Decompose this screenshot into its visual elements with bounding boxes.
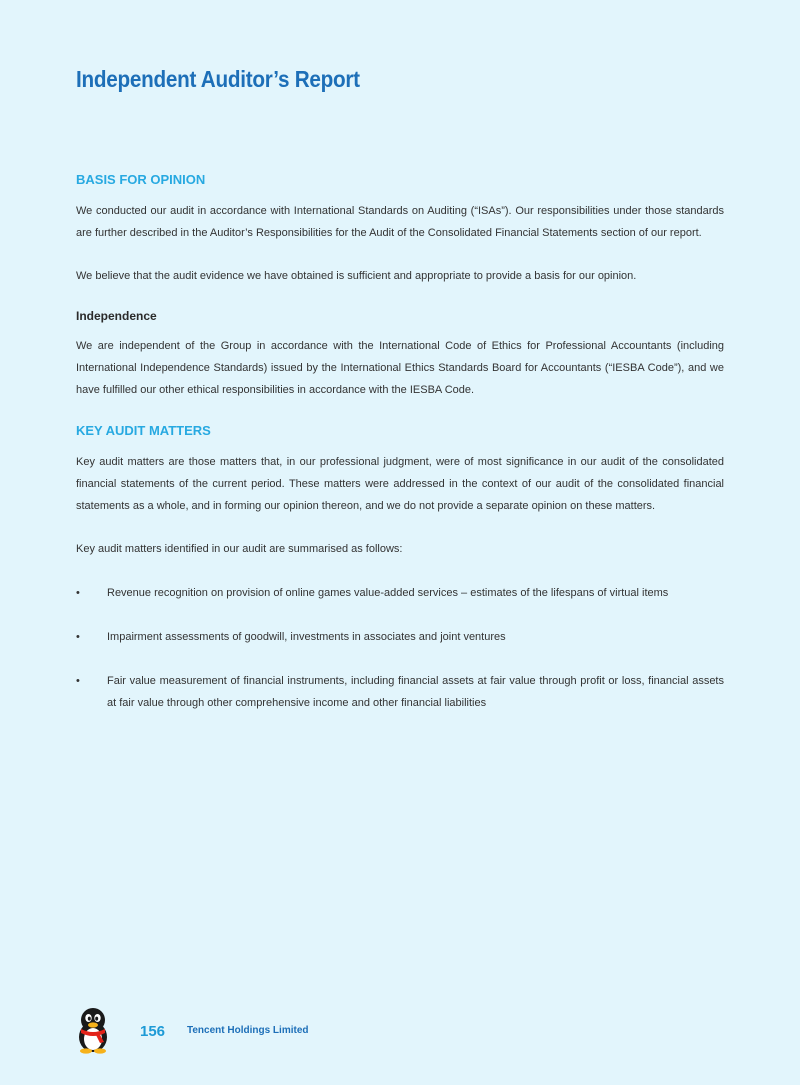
kam-paragraph-2: Key audit matters identified in our audit are summarised as follows: bbox=[76, 543, 403, 555]
list-item bbox=[76, 582, 724, 604]
basis-paragraph-2: We believe that the audit evidence we have obtained is sufficient and appropriate to provide a basis for our opinion. bbox=[76, 270, 637, 282]
list-item bbox=[76, 670, 724, 714]
basis-for-opinion-heading: BASIS FOR OPINION bbox=[76, 172, 206, 187]
list-item-text: Impairment assessments of goodwill, investments in associates and joint ventures bbox=[107, 631, 506, 643]
key-audit-matters-heading: KEY AUDIT MATTERS bbox=[76, 423, 211, 438]
page-number: 156 bbox=[140, 1023, 166, 1040]
page-title: Independent Auditor’s Report bbox=[76, 66, 360, 92]
independence-paragraph: We are independent of the Group in accordance with the International Code of Ethics for Professional Accountants (including International Independence Standards) issued by the International Ethics Standards Board for Accountants (“IESBA Code”), and we have fulfilled our other ethical responsibilities in accordance with the IESBA Code. bbox=[76, 340, 724, 396]
report-body bbox=[76, 170, 724, 714]
list-item-text: Fair value measurement of financial instruments, including financial assets at fair value through profit or loss, financial assets at fair value through other comprehensive income and other financial liabilities bbox=[107, 675, 724, 709]
page-footer bbox=[74, 1006, 374, 1056]
independence-heading: Independence bbox=[76, 309, 157, 323]
bullet-marker: • bbox=[76, 631, 80, 643]
list-item bbox=[76, 626, 724, 648]
bullet-marker: • bbox=[76, 675, 80, 687]
list-item-text: Revenue recognition on provision of online games value-added services – estimates of the lifespans of virtual items bbox=[107, 587, 669, 599]
bullet-marker: • bbox=[76, 587, 80, 599]
qq-penguin-icon bbox=[74, 1006, 112, 1054]
basis-paragraph-1: We conducted our audit in accordance with International Standards on Auditing (“ISAs”). Our responsibilities under those standards are further described in the Auditor’s Responsibilities for the Audit of the Consolidated Financial Statements section of our report. bbox=[76, 205, 724, 239]
kam-paragraph-1: Key audit matters are those matters that, in our professional judgment, were of most significance in our audit of the consolidated financial statements of the current period. These matters were addressed in the context of our audit of the consolidated financial statements as a whole, and in forming our opinion thereon, and we do not provide a separate opinion on these matters. bbox=[76, 456, 724, 512]
company-name: Tencent Holdings Limited bbox=[187, 1025, 309, 1036]
